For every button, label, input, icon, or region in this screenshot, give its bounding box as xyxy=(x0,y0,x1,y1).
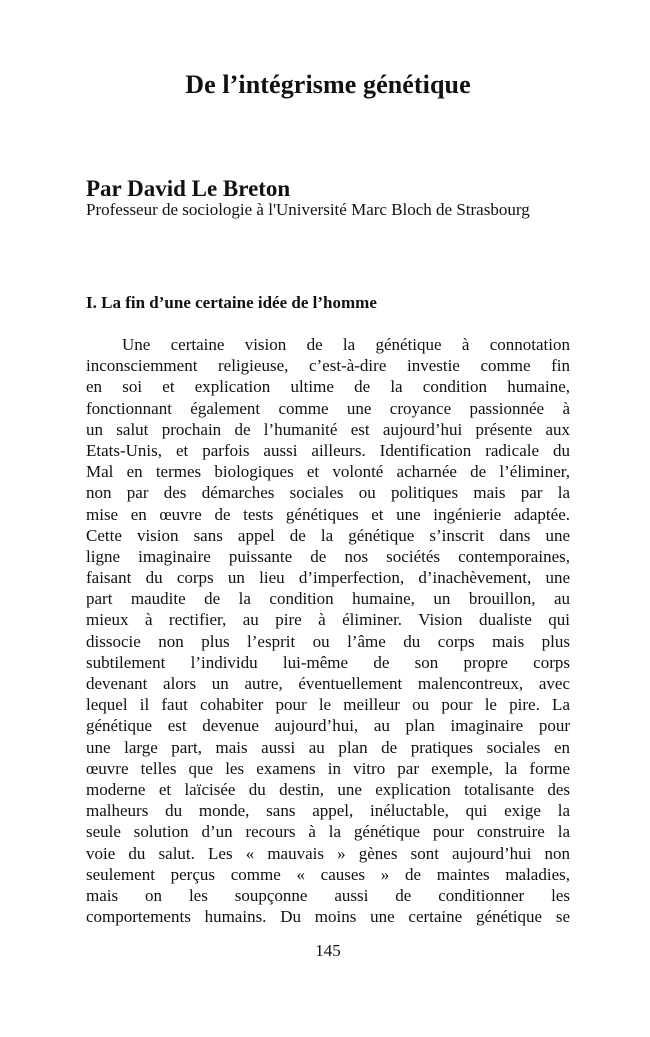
text-line: Etats-Unis, et parfois aussi ailleurs. Identification radicale du xyxy=(86,440,570,460)
text-line: subtilement l’individu lui-même de son propre corps xyxy=(86,652,570,672)
text-line: mais on les soupçonne aussi de conditionner les xyxy=(86,885,570,905)
text-line: un salut prochain de l’humanité est aujourd’hui présente aux xyxy=(86,419,570,439)
author-name: Par David Le Breton xyxy=(86,176,291,201)
text-line: moderne et laïcisée du destin, une explication totalisante des xyxy=(86,779,570,799)
text-line: mieux à rectifier, au pire à éliminer. Vision dualiste qui xyxy=(86,610,570,630)
text-line: mise en œuvre de tests génétiques et une ingénierie adaptée. xyxy=(86,504,570,524)
page-number: 145 xyxy=(315,941,341,960)
text-line: voie du salut. Les « mauvais » gènes sont aujourd’hui non xyxy=(86,843,570,863)
author-affiliation: Professeur de sociologie à l'Université Marc Bloch de Strasbourg xyxy=(86,200,530,219)
text-line: seule solution d’un recours à la génétique pour construire la xyxy=(86,822,570,842)
text-line: œuvre telles que les examens in vitro par exemple, la forme xyxy=(86,758,570,778)
text-line: faisant du corps un lieu d’imperfection, d’inachèvement, une xyxy=(86,568,570,588)
text-line: comportements humains. Du moins une certaine génétique se xyxy=(86,907,570,927)
text-line: dissocie non plus l’esprit ou l’âme du corps mais plus xyxy=(86,631,570,651)
text-line: seulement perçus comme « causes » de maintes maladies, xyxy=(86,864,570,884)
text-line: part maudite de la condition humaine, un brouillon, au xyxy=(86,589,570,609)
text-line: devenant alors un autre, éventuellement malencontreux, avec xyxy=(86,674,570,693)
text-line: non par des démarches sociales ou politiques mais par la xyxy=(86,483,570,503)
text-line: ligne imaginaire puissante de nos sociétés contemporaines, xyxy=(86,546,570,566)
text-line: génétique est devenue aujourd’hui, au plan imaginaire pour xyxy=(86,716,570,736)
text-line: inconsciemment religieuse, c’est-à-dire investie comme fin xyxy=(86,356,570,376)
section-heading: I. La fin d’une certaine idée de l’homme xyxy=(86,293,377,312)
text-line: Une certaine vision de la génétique à connotation xyxy=(122,335,570,354)
text-line: malheurs du monde, sans appel, inéluctable, qui exige la xyxy=(86,801,570,821)
text-line: Mal en termes biologiques et volonté acharnée de l’éliminer, xyxy=(86,462,570,482)
text-line: Cette vision sans appel de la génétique s’inscrit dans une xyxy=(86,525,570,545)
body-paragraph xyxy=(86,334,570,927)
article-title: De l’intégrisme génétique xyxy=(185,70,471,99)
document-page xyxy=(86,0,570,1037)
text-line: en soi et explication ultime de la condition humaine, xyxy=(86,377,570,397)
text-line: lequel il faut cohabiter pour le meilleur ou pour le pire. La xyxy=(86,695,570,715)
text-line: une large part, mais aussi au plan de pratiques sociales en xyxy=(86,737,570,757)
text-line: fonctionnant également comme une croyance passionnée à xyxy=(86,398,570,418)
